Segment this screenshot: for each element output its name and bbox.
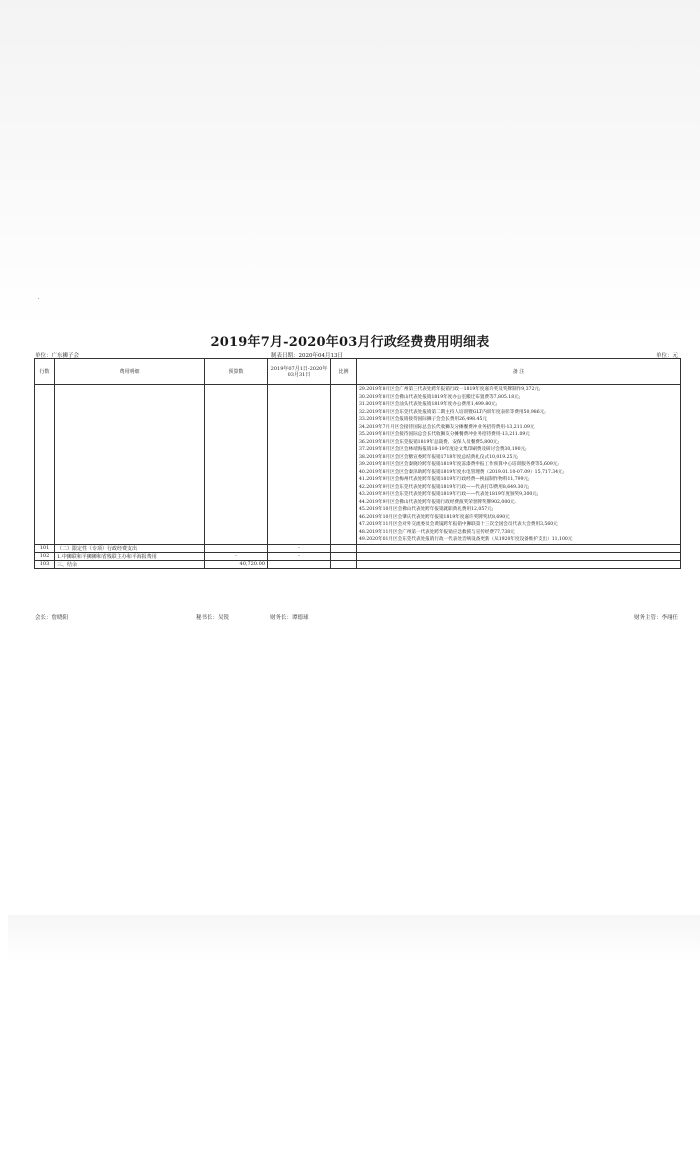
header-notes: 备 注 [357, 359, 681, 385]
note-line: 29.2019年8月区会广州第三代表处跨年报销行政一1819年度嘉许奖及奖牌制作9,372元; [359, 387, 541, 392]
note-line: 44.2019年9月区会佛山代表处跨年报销行政经费演奖荣誉牌奖牌902,000元. [359, 499, 517, 505]
note-line: 40.2019年8月区会区会秦泽助跨年报销1819年度水电管理费（2019.01.10-07.09）15,717.34元; [359, 469, 565, 475]
table-row [35, 560, 681, 568]
row-budget [205, 544, 268, 552]
row-notes [357, 560, 681, 568]
note-line: 31.2019年8月区会汕头代表处报销1819年度办公费用1,499.80元; [359, 402, 498, 407]
header-row [35, 359, 681, 385]
scan-speck [38, 298, 39, 299]
note-line: 36.2019年8月区会东莞报销1819年总裁费、安保人员餐费5,800元; [359, 439, 500, 445]
date-label: 制表日期：2020年04月13日 [271, 353, 343, 359]
note-line: 34.2019年7月月区会接待国际总会长代收狮友分摊餐费冲业务招待费用-13,211.09元 [359, 424, 535, 430]
row-ratio [331, 552, 357, 560]
unit-label: 单位：广东狮子会 [35, 353, 80, 359]
signature-treasurer: 财务长：谭德球 [270, 615, 309, 621]
row-item: 1.中狮联和平狮狮和省残联主办和平海报费用 [55, 552, 205, 560]
notes-row [35, 385, 681, 545]
header-row-no: 行数 [35, 359, 55, 385]
row-budget: 40,720.00 [205, 560, 268, 568]
note-line: 45.2019年10月区会佛山代表处跨年报销就职典礼费用12,057元; [359, 507, 494, 512]
cell-empty [35, 385, 55, 545]
note-line: 38.2019年8月区会区会糖宣委跨年报销1718年度总结典礼仪式10,019.25元; [359, 454, 519, 460]
header-item: 费用明细 [55, 359, 205, 385]
header-ratio: 比例 [331, 359, 357, 385]
table-row [35, 544, 681, 552]
row-no: 102 [35, 552, 55, 560]
note-line: 41.2019年9月区会梅州代表处跨年报销1819年行政经费—换届制作物料11,799元; [359, 477, 530, 482]
scan-shadow-bottom [8, 915, 700, 963]
note-line: 35.2019年8月区会接待国际总会长代收狮友分摊餐费冲业务招待费用-13,211.09元 [359, 432, 530, 437]
expense-table [34, 358, 681, 569]
header-period: 2019年07月1日-2020年03月31日 [268, 359, 331, 385]
signature-secretary: 秘书长：吴锐 [196, 615, 230, 621]
row-actual [268, 560, 331, 568]
note-line: 39.2019年8月区会区会秦晓玲跨年报销1819年度冻漆费申报工作预算中心培训服务费等5,609元; [359, 462, 559, 467]
note-line: 43.2019年9月区会东莞代表处跨年报销1819年行政——代表处1819年度颁奖9,300元; [359, 492, 539, 497]
row-no: 101 [35, 544, 55, 552]
row-notes [357, 552, 681, 560]
row-item: 三、结余 [55, 560, 205, 568]
signature-president: 会长：詹晓阳 [35, 615, 69, 621]
scan-shadow-top [0, 0, 700, 330]
row-budget: - [205, 552, 268, 560]
note-line: 47.2019年11月区会对外交流委员会黄镜跨年报销中狮联第十三次全国会员代表大会费用3,560元 [359, 522, 558, 527]
notes-cell [357, 385, 681, 545]
row-actual: - [268, 552, 331, 560]
signature-finance-manager: 财务主管：李翊任 [633, 615, 678, 621]
cell-empty [268, 385, 331, 545]
document-title: 2019年7月-2020年03月行政经费费用明细表 [210, 335, 490, 350]
cell-empty [205, 385, 268, 545]
notes-list [359, 386, 678, 544]
row-item: （二）限定性（专项）行政经费支出 [55, 544, 205, 552]
note-line: 42.2019年9月区会东莞代表处跨年报销1819年行政——代表打印费用8,649.30元; [359, 484, 530, 490]
note-line: 30.2019年8月区会佛山代表处报销1819年度办公室搬迁布置费等7,805.18元; [359, 394, 521, 400]
note-line: 46.2019年10月区会肇庆代表处跨年报销1819年度嘉许奖牌奖状8,690元 [359, 514, 510, 520]
note-line: 37.2019年8月区会区会林靖海报销18-19年度论文集印刷费及研讨会费30,190元; [359, 447, 527, 452]
note-line: 32.2019年8月区会东莞代表处报销第二期主持人培训暨GLT内训年度表彰等费用50,986元; [359, 409, 546, 415]
row-actual: - [268, 544, 331, 552]
row-ratio [331, 544, 357, 552]
cell-empty [55, 385, 205, 545]
row-notes [357, 544, 681, 552]
note-line: 49.2020年01月区会东莞代表处报销行政一代表处音响设备更新（从1920年度设备维护支出）11,100元 [359, 537, 573, 542]
row-no: 103 [35, 560, 55, 568]
header-budget: 预算数 [205, 359, 268, 385]
cell-empty [331, 385, 357, 545]
note-line: 33.2019年8月区会报销接待国际狮子会会长费用26,498.45元 [359, 417, 487, 422]
row-ratio [331, 560, 357, 568]
table-row [35, 552, 681, 560]
currency-label: 单位：元 [655, 353, 678, 359]
note-line: 48.2019年11月区会广州第一代表处跨年报销应急救援与宣传经费77,738元 [359, 529, 515, 535]
